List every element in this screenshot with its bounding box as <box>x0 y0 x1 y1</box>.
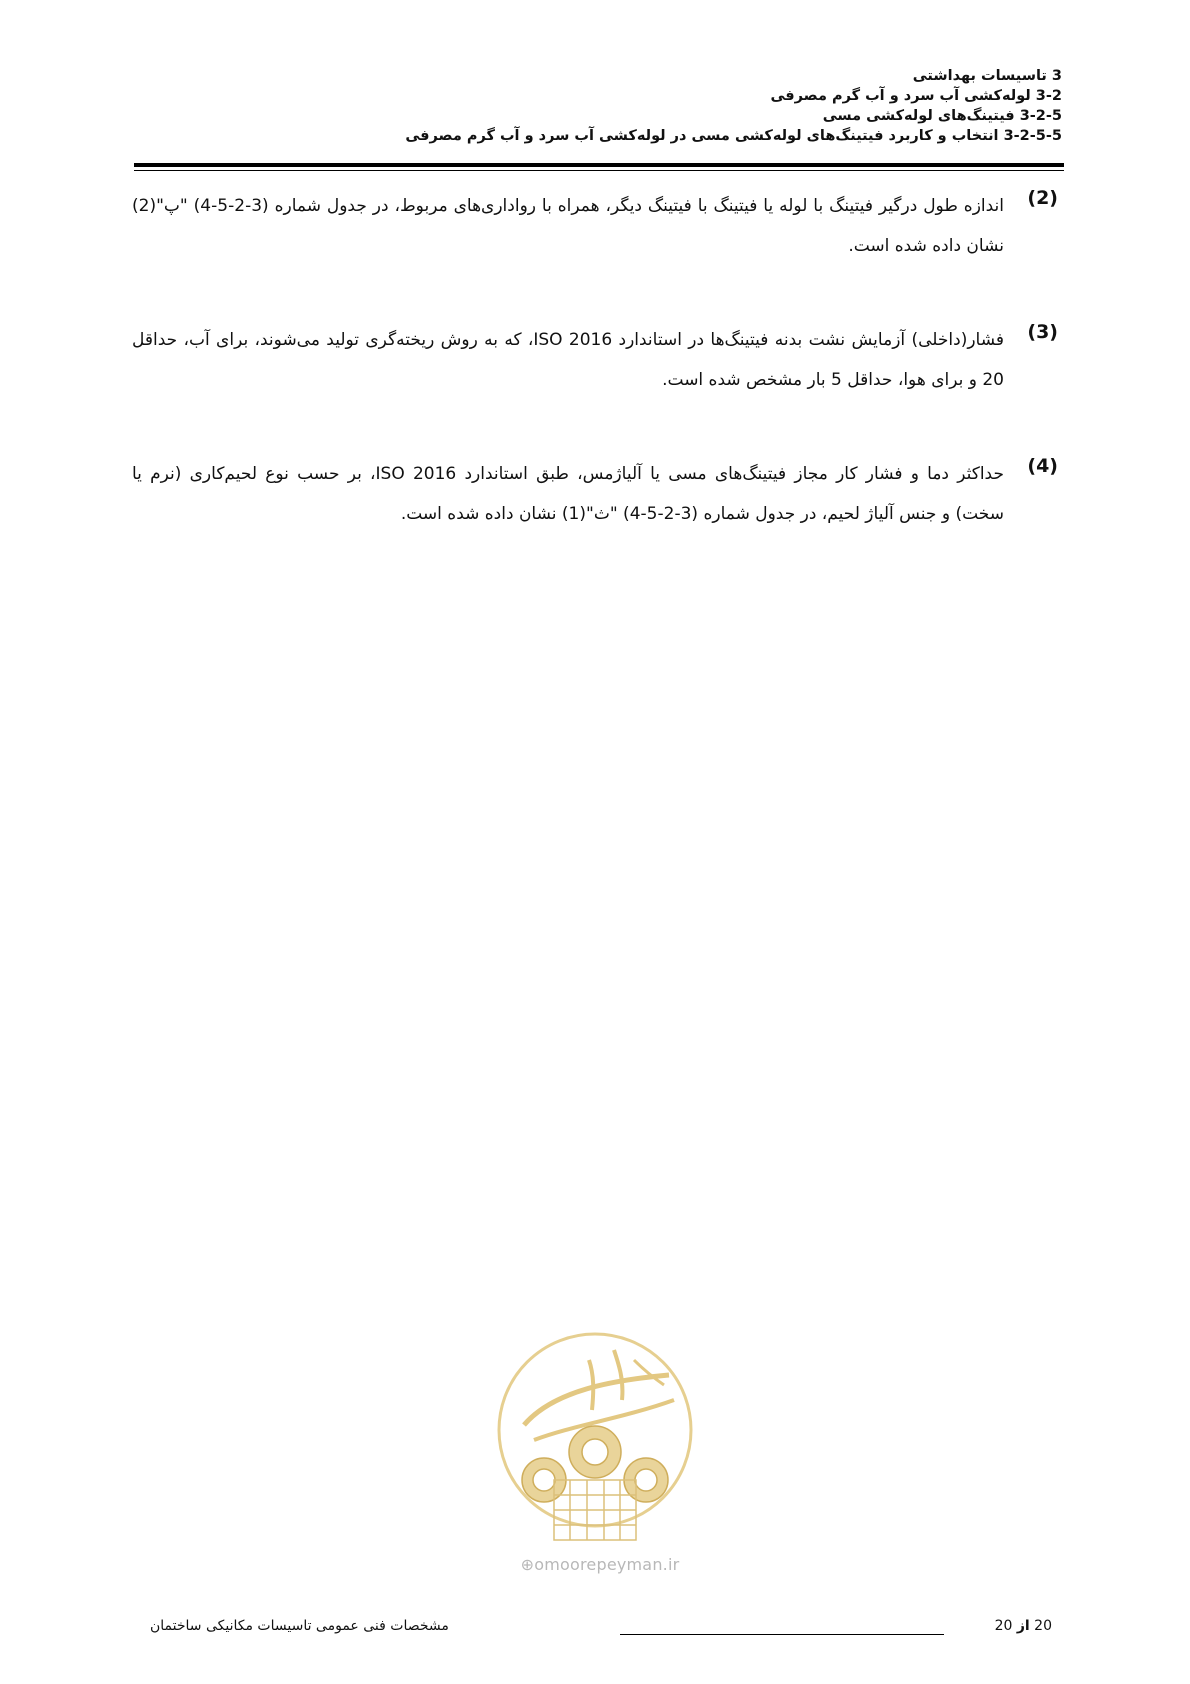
page-counter <box>995 1618 1052 1634</box>
clause-item <box>132 186 1064 266</box>
clause-number: (4) <box>1027 455 1058 477</box>
header-clause: 3-2-5-5 انتخاب و کاربرد فیتینگ‌های لوله‌کشی مسی در لوله‌کشی آب سرد و آب گرم مصرفی <box>405 128 1062 144</box>
clause-text: حداکثر دما و فشار کار مجاز فیتینگ‌های مسی یا آلیاژمس، طبق استاندارد ISO 2016، بر حسب نوع لحیم‌کاری (نرم یا سخت) و جنس آلیاژ لحیم، در جدول شماره (3-2-5-4) "ث"(1) نشان داده شده است. <box>132 464 1004 524</box>
header-chapter: 3 تاسیسات بهداشتی <box>912 68 1062 84</box>
watermark-url <box>500 1555 700 1574</box>
header-section: 3-2 لوله‌کشی آب سرد و آب گرم مصرفی <box>770 88 1062 104</box>
clause-list <box>132 186 1064 588</box>
footer-title: مشخصات فنی عمومی تاسیسات مکانیکی ساختمان <box>150 1618 449 1634</box>
clause-item <box>132 454 1064 534</box>
clause-text: اندازه طول درگیر فیتینگ با لوله یا فیتینگ با فیتینگ دیگر، همراه با رواداری‌های مربوط، در جدول شماره (3-2-5-4) "پ"(2) نشان داده شده است. <box>132 196 1004 256</box>
page-footer <box>150 1618 1052 1642</box>
clause-item <box>132 320 1064 400</box>
page-of: از <box>1016 1618 1030 1634</box>
watermark-logo <box>494 1330 696 1550</box>
header-subsection: 3-2-5 فیتینگ‌های لوله‌کشی مسی <box>822 108 1062 124</box>
clause-text: فشار(داخلی) آزمایش نشت بدنه فیتینگ‌ها در استاندارد ISO 2016، که به روش ریخته‌گری تولید می‌شوند، برای آب، حداقل 20 و برای هوا، حداقل 5 بار مشخص شده است. <box>132 330 1005 390</box>
clause-number: (2) <box>1027 187 1058 209</box>
page-total: 20 <box>994 1618 1013 1634</box>
header-rule-thick <box>134 163 1064 167</box>
globe-icon: ⊕ <box>520 1555 535 1574</box>
section-header <box>102 66 1062 146</box>
watermark-url-text: omoorepeyman.ir <box>534 1555 680 1574</box>
clause-number: (3) <box>1027 321 1058 343</box>
footer-rule <box>620 1634 944 1635</box>
header-rule-thin <box>134 170 1064 171</box>
page-current: 20 <box>1034 1618 1052 1634</box>
